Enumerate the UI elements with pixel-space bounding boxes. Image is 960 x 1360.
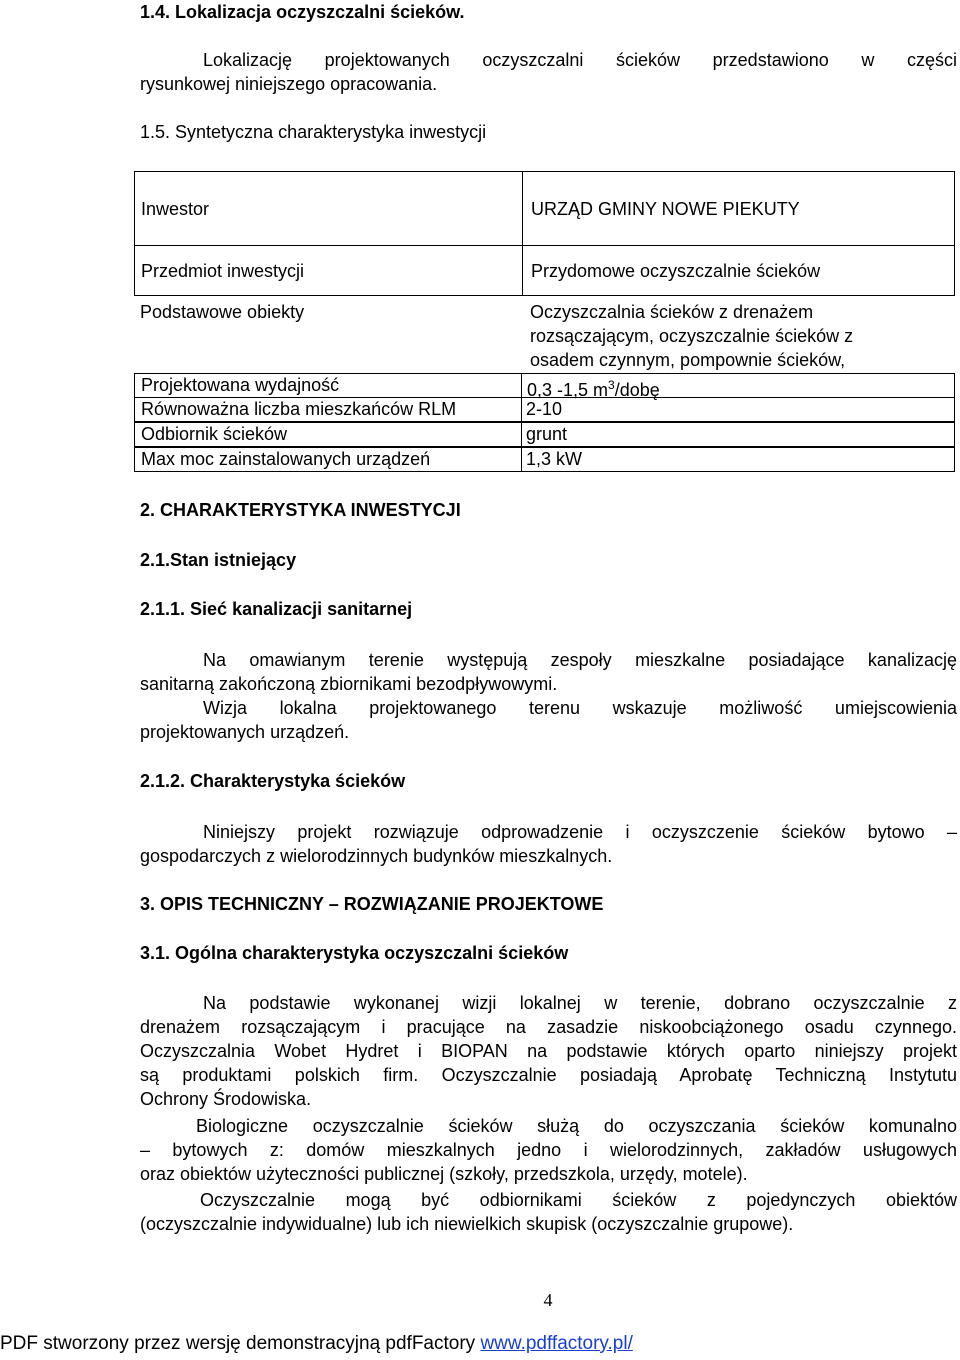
paragraph-line: Oczyszczalnia Wobet Hydret i BIOPAN na podstawie których oparto niniejszy projekt bbox=[140, 1041, 957, 1061]
section-2-1-1-paragraph bbox=[140, 648, 957, 744]
wydajnosc-label: Projektowana wydajność bbox=[134, 373, 522, 398]
paragraph-line: rysunkowej niniejszego opracowania. bbox=[140, 74, 438, 94]
investment-table-lower bbox=[134, 373, 955, 475]
paragraph-line: Na omawianym terenie występują zespoły mieszkalne posiadające kanalizację bbox=[203, 650, 957, 670]
obiekty-line: rozsączającym, oczyszczalnie ścieków z bbox=[530, 326, 854, 346]
paragraph-line: Lokalizację projektowanych oczyszczalni ścieków przedstawiono w części bbox=[203, 50, 957, 70]
investment-table-upper bbox=[134, 171, 955, 296]
table-row bbox=[134, 373, 955, 398]
section-1-4-heading: 1.4. Lokalizacja oczyszczalni ścieków. bbox=[140, 2, 465, 22]
footer-link[interactable]: www.pdffactory.pl/ bbox=[480, 1333, 633, 1354]
paragraph-line: Niniejszy projekt rozwiązuje odprowadzenie i oczyszczenie ścieków bytowo – bbox=[203, 822, 957, 842]
wydajnosc-unit: /dobę bbox=[614, 380, 660, 400]
inwestor-label: Inwestor bbox=[141, 199, 210, 219]
moc-value: 1,3 kW bbox=[521, 447, 955, 472]
section-2-1-heading: 2.1.Stan istniejący bbox=[140, 550, 297, 570]
section-1-4-paragraph bbox=[140, 48, 957, 96]
paragraph-line: Wizja lokalna projektowanego terenu wskazuje możliwość umiejscowienia bbox=[203, 698, 957, 718]
footer-text: PDF stworzony przez wersję demonstracyjną pdfFactory bbox=[0, 1333, 481, 1354]
paragraph-line: (oczyszczalnie indywidualne) lub ich niewielkich skupisk (oczyszczalnie grupowe). bbox=[140, 1214, 794, 1234]
section-2-1-2-paragraph bbox=[140, 820, 957, 868]
section-2-1-1-heading: 2.1.1. Sieć kanalizacji sanitarnej bbox=[140, 599, 413, 619]
pdf-footer bbox=[0, 1332, 960, 1356]
table-row bbox=[134, 447, 955, 472]
moc-label: Max moc zainstalowanych urządzeń bbox=[134, 447, 522, 472]
obiekty-line: Oczyszczalnia ścieków z drenażem bbox=[530, 302, 814, 322]
inwestor-value: URZĄD GMINY NOWE PIEKUTY bbox=[531, 199, 800, 219]
section-3-heading: 3. OPIS TECHNICZNY – ROZWIĄZANIE PROJEKTOWE bbox=[140, 894, 604, 914]
paragraph-line: projektowanych urządzeń. bbox=[140, 722, 350, 742]
obiekty-line: osadem czynnym, pompownie ścieków, bbox=[530, 350, 846, 370]
table-cell bbox=[134, 171, 523, 246]
section-1-5-heading: 1.5. Syntetyczna charakterystyka inwestycji bbox=[140, 122, 487, 142]
paragraph-line: oraz obiektów użyteczności publicznej (szkoły, przedszkola, urzędy, motele). bbox=[140, 1164, 748, 1184]
section-3-1-paragraph-1 bbox=[140, 991, 957, 1111]
paragraph-line: Biologiczne oczyszczalnie ścieków służą do oczyszczania ścieków komunalno bbox=[196, 1116, 957, 1136]
page-number: 4 bbox=[543, 1290, 553, 1310]
paragraph-line: są produktami polskich firm. Oczyszczalnie posiadają Aprobatę Techniczną Instytutu bbox=[140, 1065, 957, 1085]
section-2-heading: 2. CHARAKTERYSTYKA INWESTYCJI bbox=[140, 500, 461, 520]
table-cell bbox=[522, 245, 955, 296]
paragraph-line: drenażem rozsączającym i pracujące na zasadzie niskoobciążonego osadu czynnego. bbox=[140, 1017, 957, 1037]
paragraph-line: Ochrony Środowiska. bbox=[140, 1089, 312, 1109]
wydajnosc-value bbox=[521, 373, 955, 398]
odbiornik-label: Odbiornik ścieków bbox=[134, 422, 522, 447]
section-3-1-paragraph-3 bbox=[140, 1188, 957, 1236]
rlm-value: 2-10 bbox=[521, 397, 955, 422]
przedmiot-label: Przedmiot inwestycji bbox=[141, 261, 305, 281]
table-cell bbox=[522, 171, 955, 246]
section-2-1-2-heading: 2.1.2. Charakterystyka ścieków bbox=[140, 771, 406, 791]
table-cell bbox=[134, 245, 523, 296]
obiekty-label: Podstawowe obiekty bbox=[140, 302, 305, 322]
paragraph-line: gospodarczych z wielorodzinnych budynków mieszkalnych. bbox=[140, 846, 613, 866]
paragraph-line: – bytowych z: domów mieszkalnych jedno i wielorodzinnych, zakładów usługowych bbox=[140, 1140, 957, 1160]
paragraph-line: Oczyszczalnie mogą być odbiornikami ścieków z pojedynczych obiektów bbox=[200, 1190, 957, 1210]
table-row bbox=[134, 397, 955, 422]
obiekty-value bbox=[530, 300, 910, 372]
wydajnosc-superscript: 3 bbox=[608, 378, 615, 392]
section-3-1-heading: 3.1. Ogólna charakterystyka oczyszczalni ścieków bbox=[140, 943, 569, 963]
paragraph-line: Na podstawie wykonanej wizji lokalnej w terenie, dobrano oczyszczalnie z bbox=[203, 993, 957, 1013]
section-3-1-paragraph-2 bbox=[140, 1114, 957, 1186]
odbiornik-value: grunt bbox=[521, 422, 955, 447]
rlm-label: Równoważna liczba mieszkańców RLM bbox=[134, 397, 522, 422]
paragraph-line: sanitarną zakończoną zbiornikami bezodpływowymi. bbox=[140, 674, 558, 694]
wydajnosc-number: 0,3 -1,5 m bbox=[527, 380, 609, 400]
przedmiot-value: Przydomowe oczyszczalnie ścieków bbox=[531, 261, 821, 281]
table-row bbox=[134, 422, 955, 447]
